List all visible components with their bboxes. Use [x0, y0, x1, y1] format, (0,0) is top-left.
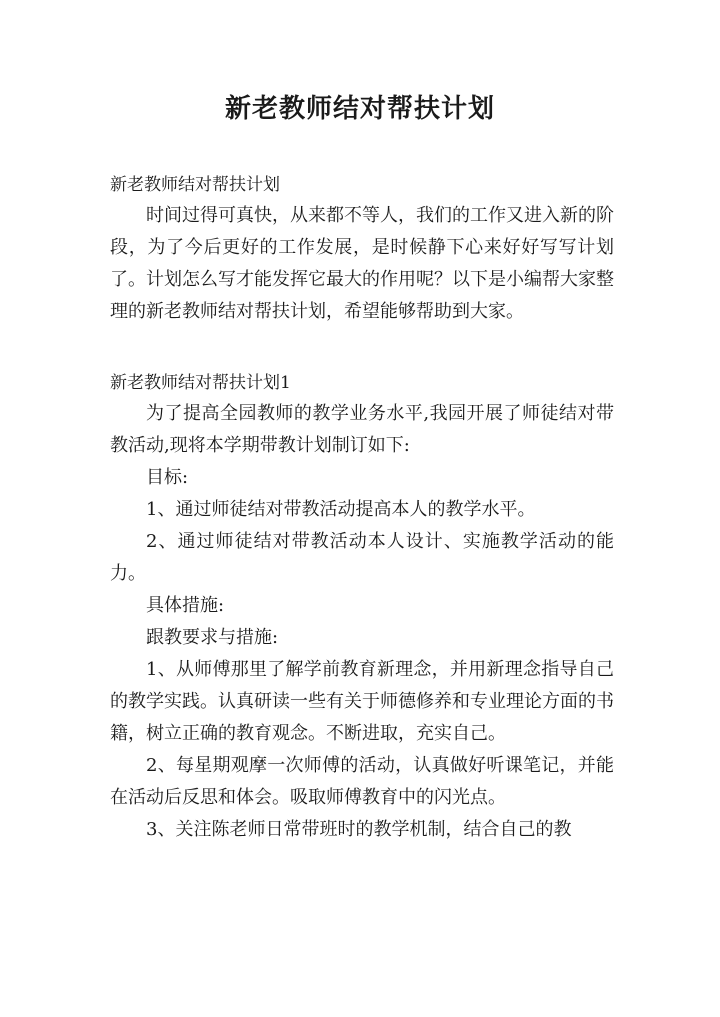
paragraph-measure-3: 3、关注陈老师日常带班时的教学机制，结合自己的教: [146, 819, 572, 840]
paragraph-measure-1: 1、从师傅那里了解学前教育新理念，并用新理念指导自己的教学实践。认真研读一些有关于师德修养和专业理论方面的书籍，树立正确的教育观念。不断进取，充实自己。: [110, 659, 614, 744]
paragraph-purpose: 为了提高全园教师的教学业务水平,我园开展了师徒结对带教活动,现将本学期带教计划制订如下:: [110, 403, 614, 456]
paragraph-measures-label: 具体措施:: [146, 595, 225, 616]
paragraph-requirements-label: 跟教要求与措施:: [146, 627, 279, 648]
paragraph-measure-2: 2、每星期观摩一次师傅的活动，认真做好听课笔记，并能在活动后反思和体会。吸取师傅教育中的闪光点。: [110, 755, 614, 808]
paragraph-goal-2: 2、通过师徒结对带教活动本人设计、实施教学活动的能力。: [110, 531, 614, 584]
document-title: 新老教师结对帮扶计划: [224, 94, 495, 124]
document-body: [110, 170, 614, 846]
intro-heading: 新老教师结对帮扶计划: [110, 175, 280, 195]
section-heading: 新老教师结对帮扶计划1: [110, 373, 291, 393]
paragraph-goal-1: 1、通过师徒结对带教活动提高本人的教学水平。: [146, 499, 536, 520]
section-spacer: [110, 328, 614, 368]
paragraph-goal-label: 目标:: [146, 467, 189, 488]
intro-paragraph: 时间过得可真快，从来都不等人，我们的工作又进入新的阶段，为了今后更好的工作发展，是时候静下心来好好写写计划了。计划怎么写才能发挥它最大的作用呢？以下是小编帮大家整理的新老教师结对帮扶计划，希望能够帮助到大家。: [110, 205, 614, 322]
